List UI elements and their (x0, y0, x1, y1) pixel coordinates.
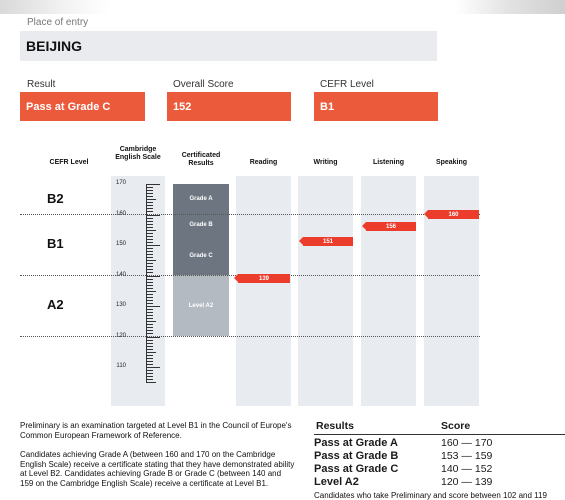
results-header: Results (316, 420, 354, 432)
scale-tick (146, 294, 153, 295)
scale-tick (146, 239, 153, 240)
scale-tick (146, 269, 153, 270)
band-label-b2: B2 (47, 191, 64, 206)
scale-tick (146, 346, 153, 347)
scale-tick (146, 367, 160, 368)
grade-segment-b: Grade B (173, 214, 229, 236)
scale-tick (146, 260, 156, 261)
scale-tick (146, 233, 153, 234)
grade-segment-c: Grade C (173, 236, 229, 275)
scale-tick (146, 208, 153, 209)
scale-tick (146, 315, 153, 316)
reading-column (236, 176, 291, 406)
scale-tick (146, 333, 153, 334)
scale-tick (146, 221, 153, 222)
level-line-a2 (20, 336, 480, 337)
intro-paragraph: Preliminary is an examination targeted at Level B1 in the Council of Europe's Common European Framework of Reference. (20, 421, 292, 440)
scale-tick (146, 230, 156, 231)
scale-tick (146, 184, 160, 185)
table-row-label: Pass at Grade C (314, 463, 399, 475)
writing-column (298, 176, 353, 406)
overall-score-value: 152 (167, 92, 291, 121)
scale-tick (146, 266, 153, 267)
scale-tick (146, 349, 153, 350)
scale-tick (146, 364, 153, 365)
cefr-level-label: CEFR Level (320, 79, 374, 90)
table-row-label: Pass at Grade B (314, 450, 399, 462)
scale-tick (146, 306, 160, 307)
scale-tick (146, 251, 153, 252)
scale-tick (146, 358, 153, 359)
scale-tick (146, 242, 153, 243)
score-tag-speaking: 160 (428, 210, 479, 219)
result-label: Result (27, 79, 56, 90)
header-decoration (0, 0, 110, 14)
scale-tick (146, 218, 153, 219)
scale-tick (146, 236, 153, 237)
result-value: Pass at Grade C (20, 92, 145, 121)
band-label-a2: A2 (47, 297, 64, 312)
header-decoration-right (455, 0, 565, 14)
scale-tick (146, 300, 153, 301)
scale-tick (146, 288, 153, 289)
scale-tick (146, 309, 153, 310)
scale-tick-label: 150 (115, 241, 126, 247)
scale-tick (146, 224, 153, 225)
cefr-level-value: B1 (314, 92, 438, 121)
table-row-score: 153 — 159 (441, 450, 493, 462)
scale-tick (146, 370, 153, 371)
scale-tick (146, 205, 153, 206)
scale-tick (146, 352, 156, 353)
table-row-score: 140 — 152 (441, 463, 493, 475)
scale-tick (146, 379, 153, 380)
table-row-label: Level A2 (314, 476, 359, 488)
scale-tick (146, 193, 153, 194)
place-label: Place of entry (27, 17, 89, 28)
grade-segment-a2: Level A2 (173, 275, 229, 336)
scale-tick-label: 130 (115, 302, 126, 308)
scale-tick (146, 321, 156, 322)
results-footnote: Candidates who take Preliminary and score between 102 and 119 (314, 491, 547, 500)
results-header-rule (314, 434, 565, 435)
scale-tick (146, 272, 153, 273)
col-head-speaking: Speaking (435, 159, 468, 166)
scale-tick (146, 285, 153, 286)
scale-tick (146, 327, 153, 328)
scale-tick-label: 120 (115, 332, 126, 339)
scale-tick-label: 140 (115, 271, 126, 278)
col-head-reading: Reading (249, 159, 278, 166)
col-head-writing: Writing (313, 159, 338, 166)
overall-score-label: Overall Score (173, 79, 234, 90)
scale-tick (146, 312, 153, 313)
scale-tick (146, 382, 156, 383)
scale-tick (146, 199, 156, 200)
scale-tick (146, 373, 153, 374)
scale-tick (146, 282, 153, 283)
scale-tick (146, 330, 153, 331)
scale-tick (146, 263, 153, 264)
band-label-b1: B1 (47, 236, 64, 251)
level-line-b2 (20, 214, 480, 215)
scale-tick-label: 110 (116, 363, 126, 369)
scale-tick (146, 211, 153, 212)
score-tag-listening: 156 (366, 222, 416, 231)
scale-tick (146, 202, 153, 203)
table-row-score: 160 — 170 (441, 437, 493, 449)
table-row-score: 120 — 139 (441, 476, 493, 488)
scale-tick (146, 196, 153, 197)
scale-tick (146, 254, 153, 255)
scale-tick (146, 248, 153, 249)
scale-tick (146, 303, 153, 304)
scale-tick (146, 297, 153, 298)
grade-explanation-paragraph: Candidates achieving Grade A (between 160 and 170 on the Cambridge English Scale) receive a certificate stating that they have demonstrated ability at Level B2. Candidates achieving Grade B or Grade C (between 140 and 159 on the Cambridge English Scale) receive a certificate at Level B1. (20, 450, 295, 488)
scale-tick (146, 318, 153, 319)
score-tag-reading: 139 (238, 274, 290, 283)
scale-tick (146, 343, 153, 344)
col-head-scale: Cambridge English Scale (115, 146, 161, 161)
place-value: BEIJING (20, 31, 437, 61)
scale-tick-label: 160 (115, 210, 126, 217)
scale-tick (146, 355, 153, 356)
score-tag-writing: 151 (303, 237, 353, 246)
grade-segment-a: Grade A (173, 184, 229, 214)
scale-tick (146, 227, 153, 228)
score-header: Score (441, 420, 471, 432)
scale-tick (146, 279, 153, 280)
scale-tick-label: 170 (115, 180, 126, 186)
listening-column (361, 176, 416, 406)
scale-tick (146, 190, 153, 191)
scale-tick (146, 257, 153, 258)
scale-tick (146, 361, 153, 362)
scale-tick (146, 245, 160, 246)
scale-tick (146, 324, 153, 325)
col-head-cert: Certificated Results (181, 152, 221, 167)
scale-tick (146, 291, 156, 292)
scale-tick (146, 376, 153, 377)
col-head-cefr: CEFR Level (49, 159, 89, 166)
scale-tick (146, 187, 153, 188)
scale-tick (146, 340, 153, 341)
table-row-label: Pass at Grade A (314, 437, 398, 449)
col-head-listening: Listening (372, 159, 405, 166)
